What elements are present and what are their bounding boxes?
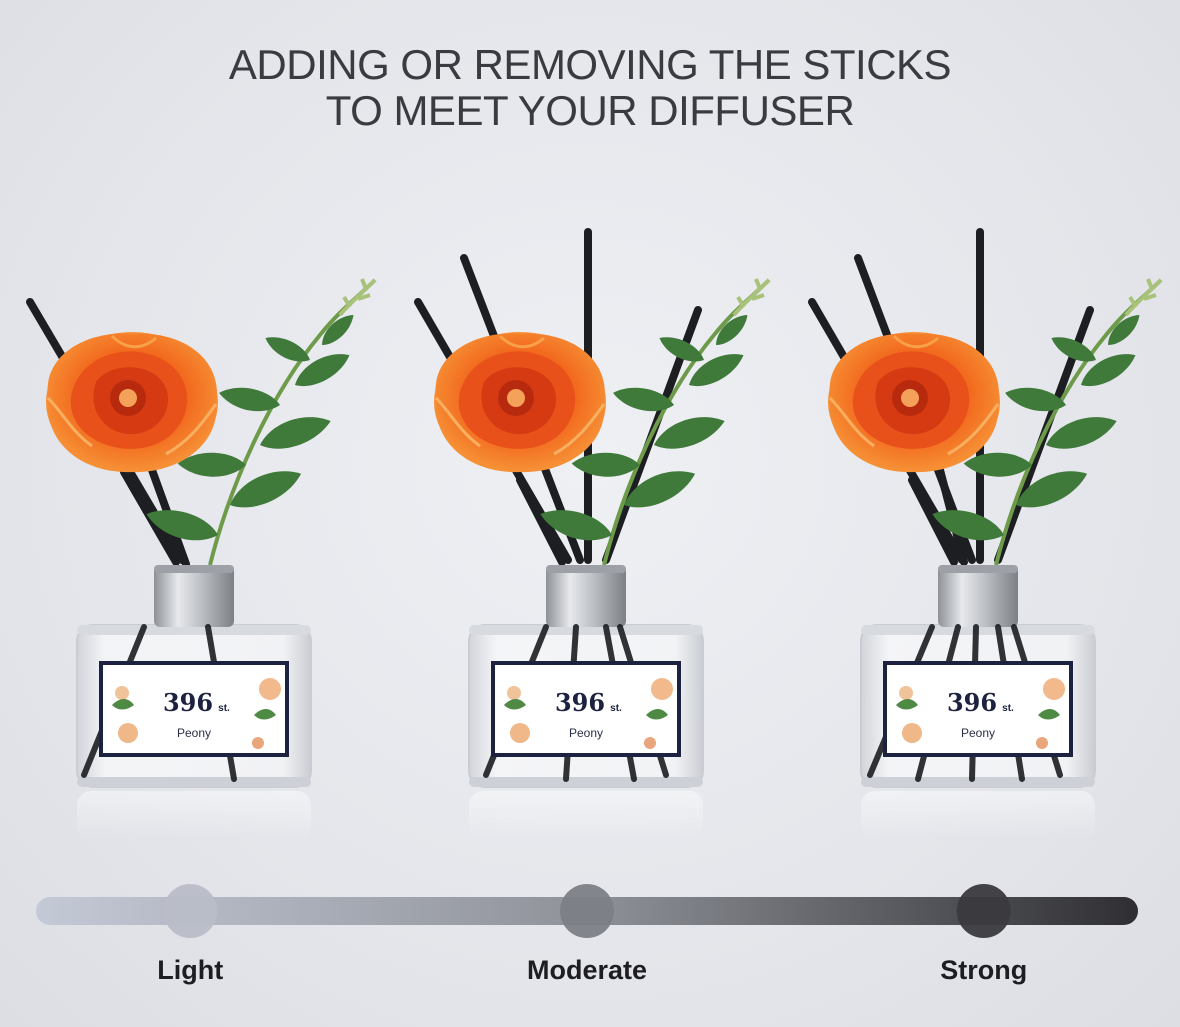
- intensity-marker-light: [163, 884, 217, 938]
- scent-name: Peony: [568, 726, 604, 740]
- diffuser-moderate: [418, 232, 769, 839]
- scent-name: Peony: [960, 726, 996, 740]
- peony-flower: [828, 332, 1000, 472]
- intensity-label-moderate: Moderate: [526, 955, 648, 985]
- intensity-scale: [36, 884, 1138, 938]
- headline-line-2: TO MEET YOUR DIFFUSER: [325, 87, 855, 134]
- intensity-marker-strong: [957, 884, 1011, 938]
- bottle: [861, 565, 1095, 839]
- bottle: [469, 565, 703, 839]
- headline-line-1: ADDING OR REMOVING THE STICKS: [228, 41, 952, 88]
- brand-logo: 396: [162, 688, 214, 717]
- diffuser-light: [30, 279, 375, 839]
- brand-logo: 396: [554, 688, 606, 717]
- intensity-marker-moderate: [560, 884, 614, 938]
- intensity-label-light: Light: [157, 955, 224, 985]
- brand-suffix: st.: [218, 703, 230, 714]
- brand-suffix: st.: [610, 703, 622, 714]
- brand-suffix: st.: [1002, 703, 1014, 714]
- intensity-label-strong: Strong: [940, 955, 1028, 985]
- scent-name: Peony: [176, 726, 212, 740]
- diffuser-strong: [812, 232, 1161, 839]
- peony-flower: [434, 332, 606, 472]
- peony-flower: [46, 332, 218, 472]
- brand-logo: 396: [946, 688, 998, 717]
- bottle: [77, 565, 311, 839]
